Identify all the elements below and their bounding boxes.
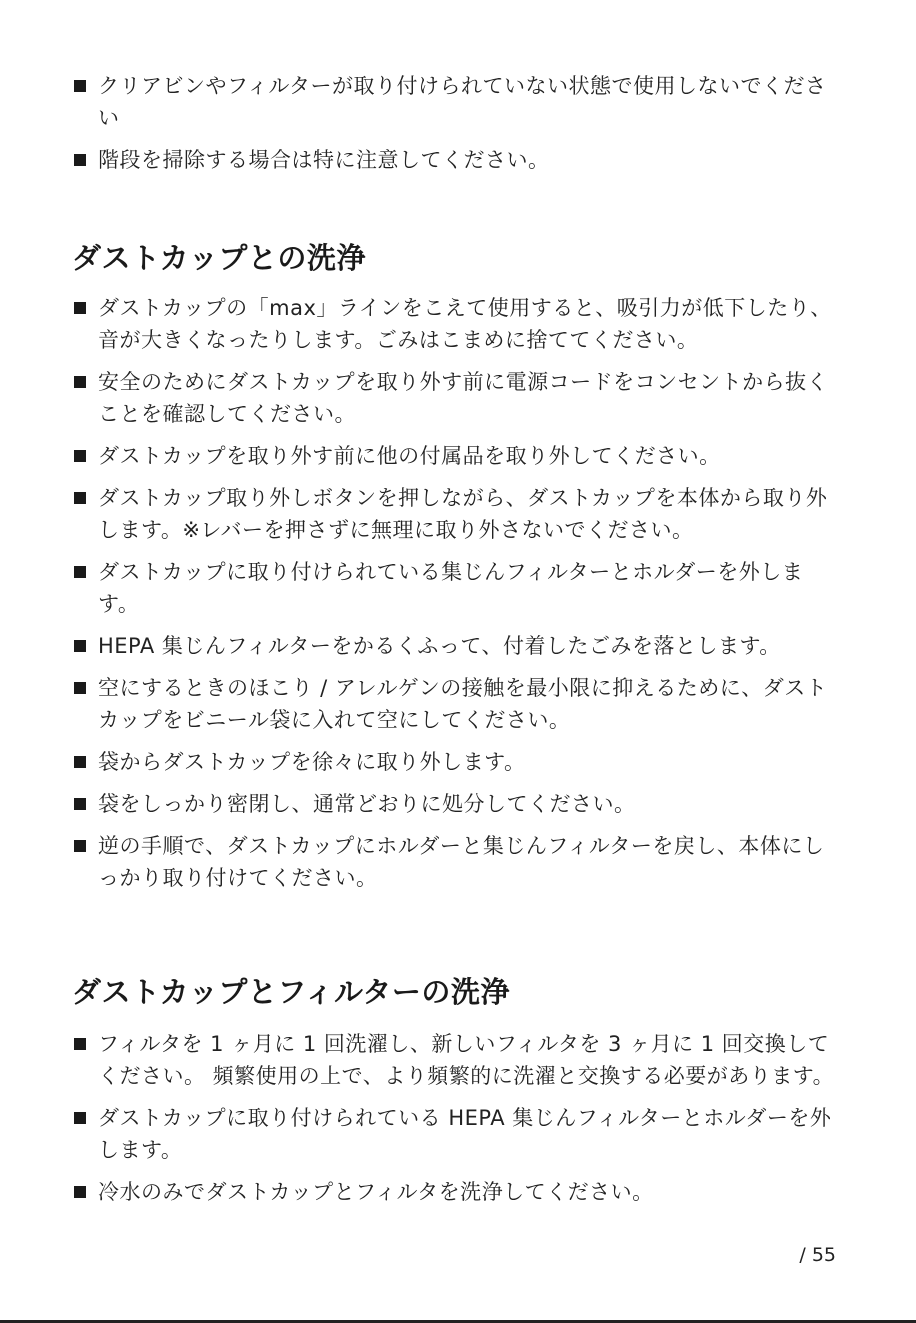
list-item-text: 袋をしっかり密閉し、通常どおりに処分してください。 <box>98 792 636 816</box>
list-item <box>72 830 844 894</box>
bullet-square-icon <box>74 492 86 504</box>
list-item <box>72 292 844 356</box>
list-item <box>72 746 844 778</box>
list-item <box>72 1102 844 1166</box>
bullet-square-icon <box>74 840 86 852</box>
bullet-square-icon <box>74 450 86 462</box>
list-item <box>72 144 844 176</box>
list-item <box>72 788 844 820</box>
bullet-square-icon <box>74 1038 86 1050</box>
list-item <box>72 1176 844 1208</box>
list-item-text: ダストカップに取り付けられている HEPA 集じんフィルターとホルダーを外します。 <box>98 1106 832 1162</box>
page-number: / 55 <box>799 1244 836 1266</box>
dustcup-cleaning-list <box>72 292 844 904</box>
list-item <box>72 1028 844 1092</box>
list-item <box>72 672 844 736</box>
list-item-text: 冷水のみでダストカップとフィルタを洗浄してください。 <box>98 1180 654 1204</box>
list-item-text: 安全のためにダストカップを取り外す前に電源コードをコンセントから抜くことを確認してください。 <box>98 370 829 426</box>
bullet-square-icon <box>74 640 86 652</box>
bullet-square-icon <box>74 566 86 578</box>
bullet-square-icon <box>74 756 86 768</box>
list-item-text: クリアビンやフィルターが取り付けられていない状態で使用しないでください <box>98 74 827 130</box>
list-item <box>72 482 844 546</box>
bullet-square-icon <box>74 80 86 92</box>
list-item-text: 袋からダストカップを徐々に取り外します。 <box>98 750 526 774</box>
list-item-text: ダストカップの「max」ラインをこえて使用すると、吸引力が低下したり、音が大きくなったりします。ごみはこまめに捨ててください。 <box>98 296 832 352</box>
bullet-square-icon <box>74 1112 86 1124</box>
bullet-square-icon <box>74 1186 86 1198</box>
bullet-square-icon <box>74 682 86 694</box>
intro-list <box>72 70 844 186</box>
list-item <box>72 440 844 472</box>
list-item <box>72 366 844 430</box>
dustcup-filter-cleaning-list <box>72 1028 844 1218</box>
list-item <box>72 630 844 662</box>
bullet-square-icon <box>74 302 86 314</box>
list-item-text: HEPA 集じんフィルターをかるくふって、付着したごみを落とします。 <box>98 634 781 658</box>
section-heading-dustcup-filter-cleaning: ダストカップとフィルターの洗浄 <box>72 975 510 1009</box>
list-item <box>72 556 844 620</box>
list-item-text: 空にするときのほこり / アレルゲンの接触を最小限に抑えるために、ダストカップをビニール袋に入れて空にしてください。 <box>98 676 828 732</box>
bullet-square-icon <box>74 154 86 166</box>
list-item-text: ダストカップ取り外しボタンを押しながら、ダストカップを本体から取り外します。※レバーを押さずに無理に取り外さないでください。 <box>98 486 828 542</box>
list-item-text: 逆の手順で、ダストカップにホルダーと集じんフィルターを戻し、本体にしっかり取り付けてください。 <box>98 834 825 890</box>
bullet-square-icon <box>74 798 86 810</box>
list-item-text: フィルタを 1 ヶ月に 1 回洗濯し、新しいフィルタを 3 ヶ月に 1 回交換してください。 頻繁使用の上で、より頻繁的に洗濯と交換する必要があります。 <box>98 1032 835 1088</box>
list-item-text: ダストカップを取り外す前に他の付属品を取り外してください。 <box>98 444 721 468</box>
list-item-text: ダストカップに取り付けられている集じんフィルターとホルダーを外します。 <box>98 560 804 616</box>
section-heading-dustcup-cleaning: ダストカップとの洗浄 <box>72 241 366 275</box>
list-item <box>72 70 844 134</box>
bullet-square-icon <box>74 376 86 388</box>
list-item-text: 階段を掃除する場合は特に注意してください。 <box>98 148 550 172</box>
